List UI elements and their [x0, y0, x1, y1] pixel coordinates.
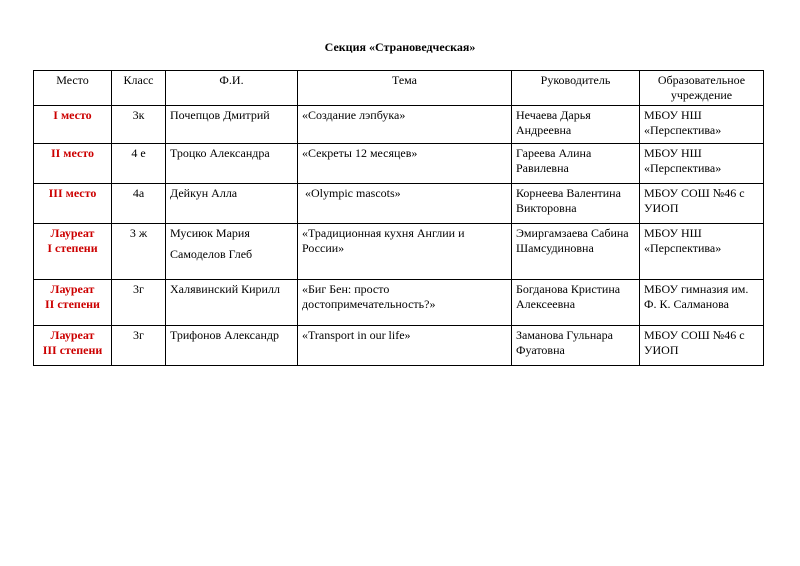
topic-cell: «Секреты 12 месяцев» — [298, 144, 512, 184]
place-degree: III степени — [42, 343, 103, 357]
name-cell — [166, 326, 298, 366]
student-name: Мусиюк Мария — [170, 226, 250, 240]
header-supervisor: Руководитель — [512, 71, 640, 106]
school-cell: МБОУ НШ «Перспектива» — [640, 144, 764, 184]
header-grade: Класс — [112, 71, 166, 106]
table-row — [34, 280, 764, 326]
results-table — [33, 70, 764, 366]
topic-cell: «Olympic mascots» — [298, 184, 512, 224]
topic-cell: «Традиционная кухня Англии и России» — [298, 224, 512, 280]
table-row — [34, 106, 764, 144]
place-cell — [34, 224, 112, 280]
place-cell — [34, 326, 112, 366]
supervisor-cell: Гареева Алина Равилевна — [512, 144, 640, 184]
school-cell: МБОУ СОШ №46 с УИОП — [640, 326, 764, 366]
grade-cell: 4а — [112, 184, 166, 224]
table-row — [34, 184, 764, 224]
grade-cell: 3г — [112, 280, 166, 326]
place-label: III место — [48, 186, 97, 200]
supervisor-cell: Нечаева Дарья Андреевна — [512, 106, 640, 144]
school-cell: МБОУ СОШ №46 с УИОП — [640, 184, 764, 224]
grade-cell: 3к — [112, 106, 166, 144]
place-degree: I степени — [47, 241, 98, 255]
place-label: II место — [50, 146, 95, 160]
place-label: Лауреат — [50, 328, 95, 342]
student-name: Халявинский Кирилл — [170, 282, 280, 296]
name-cell — [166, 144, 298, 184]
place-label: I место — [53, 108, 92, 122]
supervisor-cell: Эмиргамзаева Сабина Шамсудиновна — [512, 224, 640, 280]
topic-cell: «Создание лэпбука» — [298, 106, 512, 144]
table-row — [34, 326, 764, 366]
name-cell — [166, 280, 298, 326]
name-cell — [166, 106, 298, 144]
place-label: Лауреат — [50, 282, 95, 296]
table-row — [34, 144, 764, 184]
school-cell: МБОУ НШ «Перспектива» — [640, 224, 764, 280]
topic-cell: «Transport in our life» — [298, 326, 512, 366]
student-name: Дейкун Алла — [170, 186, 238, 200]
name-cell — [166, 224, 298, 280]
place-cell — [34, 144, 112, 184]
place-cell — [34, 280, 112, 326]
supervisor-cell: Корнеева Валентина Викторовна — [512, 184, 640, 224]
student-name: Самоделов Глеб — [170, 247, 253, 261]
place-cell — [34, 106, 112, 144]
supervisor-cell: Заманова Гульнара Фуатовна — [512, 326, 640, 366]
header-school: Образовательное учреждение — [640, 71, 764, 106]
table-header-row — [34, 71, 764, 106]
supervisor-cell: Богданова Кристина Алексеевна — [512, 280, 640, 326]
student-name: Троцко Александра — [170, 146, 270, 160]
grade-cell: 3г — [112, 326, 166, 366]
place-degree: II степени — [45, 297, 100, 311]
name-cell — [166, 184, 298, 224]
student-name: Трифонов Александр — [170, 328, 279, 342]
header-place: Место — [34, 71, 112, 106]
page-title: Секция «Страноведческая» — [324, 40, 476, 54]
student-name: Почепцов Дмитрий — [170, 108, 270, 122]
place-cell — [34, 184, 112, 224]
header-name: Ф.И. — [166, 71, 298, 106]
header-topic: Тема — [298, 71, 512, 106]
table-row — [34, 224, 764, 280]
school-cell: МБОУ гимназия им. Ф. К. Салманова — [640, 280, 764, 326]
place-label: Лауреат — [50, 226, 95, 240]
school-cell: МБОУ НШ «Перспектива» — [640, 106, 764, 144]
topic-cell: «Биг Бен: просто достопримечательность?» — [298, 280, 512, 326]
grade-cell: 4 е — [112, 144, 166, 184]
grade-cell: 3 ж — [112, 224, 166, 280]
